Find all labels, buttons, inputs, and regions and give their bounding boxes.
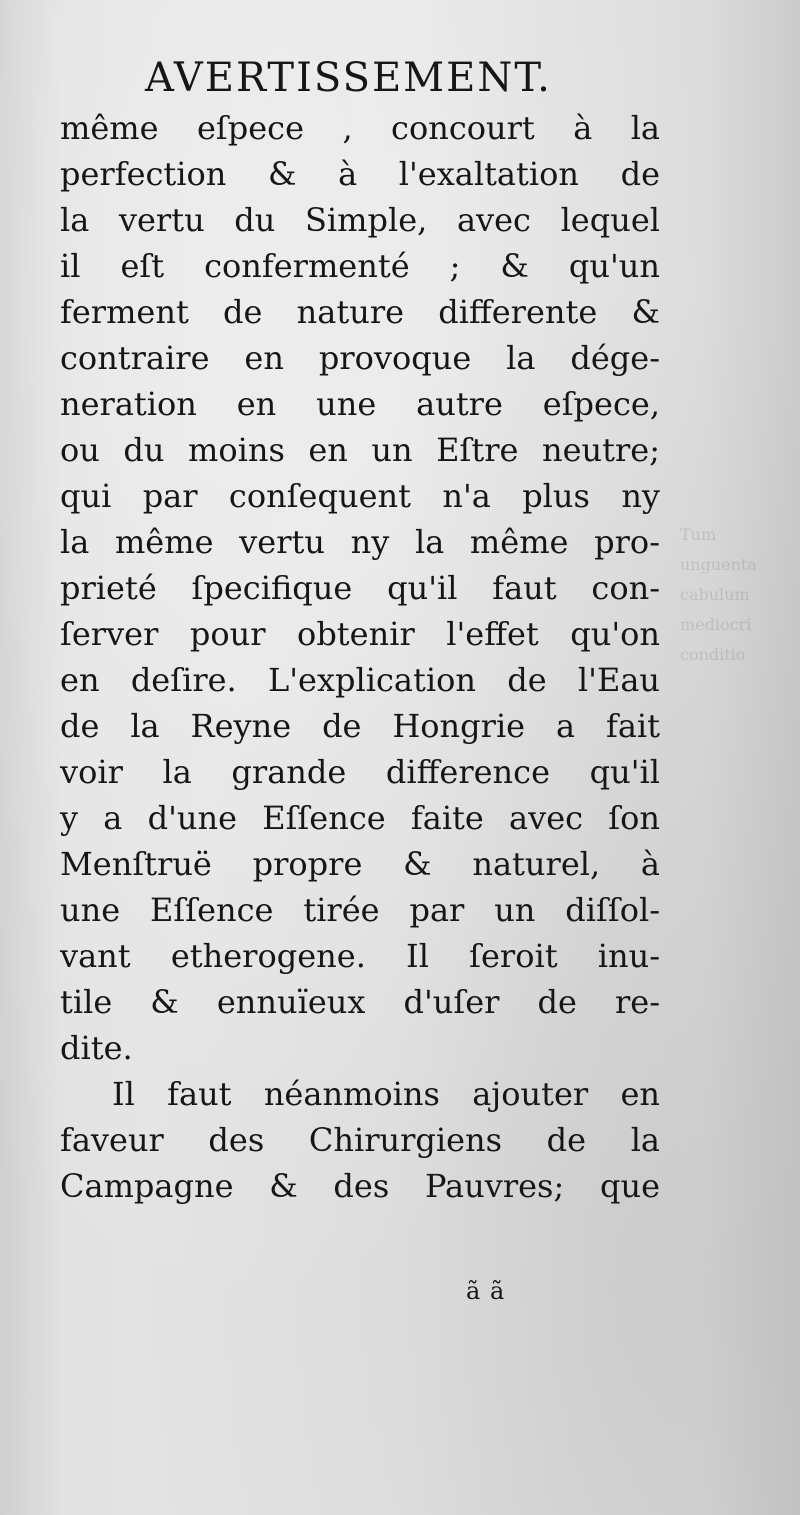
text-line: Menſtruë propre & naturel, à: [60, 845, 660, 883]
text-line: ferment de nature differente &: [60, 293, 660, 331]
signature-mark: ã ã: [466, 1277, 506, 1305]
text-line: la même vertu ny la même pro-: [60, 523, 660, 561]
text-line: perfection & à l'exaltation de: [60, 155, 660, 193]
text-line: vant etherogene. Il ſeroit inu-: [60, 937, 660, 975]
text-line: y a d'une Eſſence faite avec ſon: [60, 799, 660, 837]
text-line: voir la grande difference qu'il: [60, 753, 660, 791]
text-line: une Eſſence tirée par un diſſol-: [60, 891, 660, 929]
text-line: tile & ennuïeux d'uſer de re-: [60, 983, 660, 1021]
text-line: contraire en provoque la dége-: [60, 339, 660, 377]
text-line: Campagne & des Pauvres; que: [60, 1167, 660, 1205]
running-head: AVERTISSEMENT.: [145, 55, 552, 101]
text-line: dite.: [60, 1029, 133, 1067]
text-line: même eſpece , concourt à la: [60, 109, 660, 147]
bleed-through-ghost-text: Tum unguenta cabulum mediocri conditio: [680, 525, 757, 664]
text-line: de la Reyne de Hongrie a fait: [60, 707, 660, 745]
text-line: en deſire. L'explication de l'Eau: [60, 661, 660, 699]
text-line: il eſt confermenté ; & qu'un: [60, 247, 660, 285]
text-line: ſerver pour obtenir l'effet qu'on: [60, 615, 660, 653]
body-text: [60, 105, 660, 1209]
text-line: la vertu du Simple, avec lequel: [60, 201, 660, 239]
text-line: qui par conſequent n'a plus ny: [60, 477, 660, 515]
text-line: neration en une autre eſpece,: [60, 385, 660, 423]
text-line: ou du moins en un Eſtre neutre;: [60, 431, 660, 469]
text-line: faveur des Chirurgiens de la: [60, 1121, 660, 1159]
paragraph-start-line: Il faut néanmoins ajouter en: [112, 1075, 660, 1113]
text-line: prieté ſpecifique qu'il faut con-: [60, 569, 660, 607]
